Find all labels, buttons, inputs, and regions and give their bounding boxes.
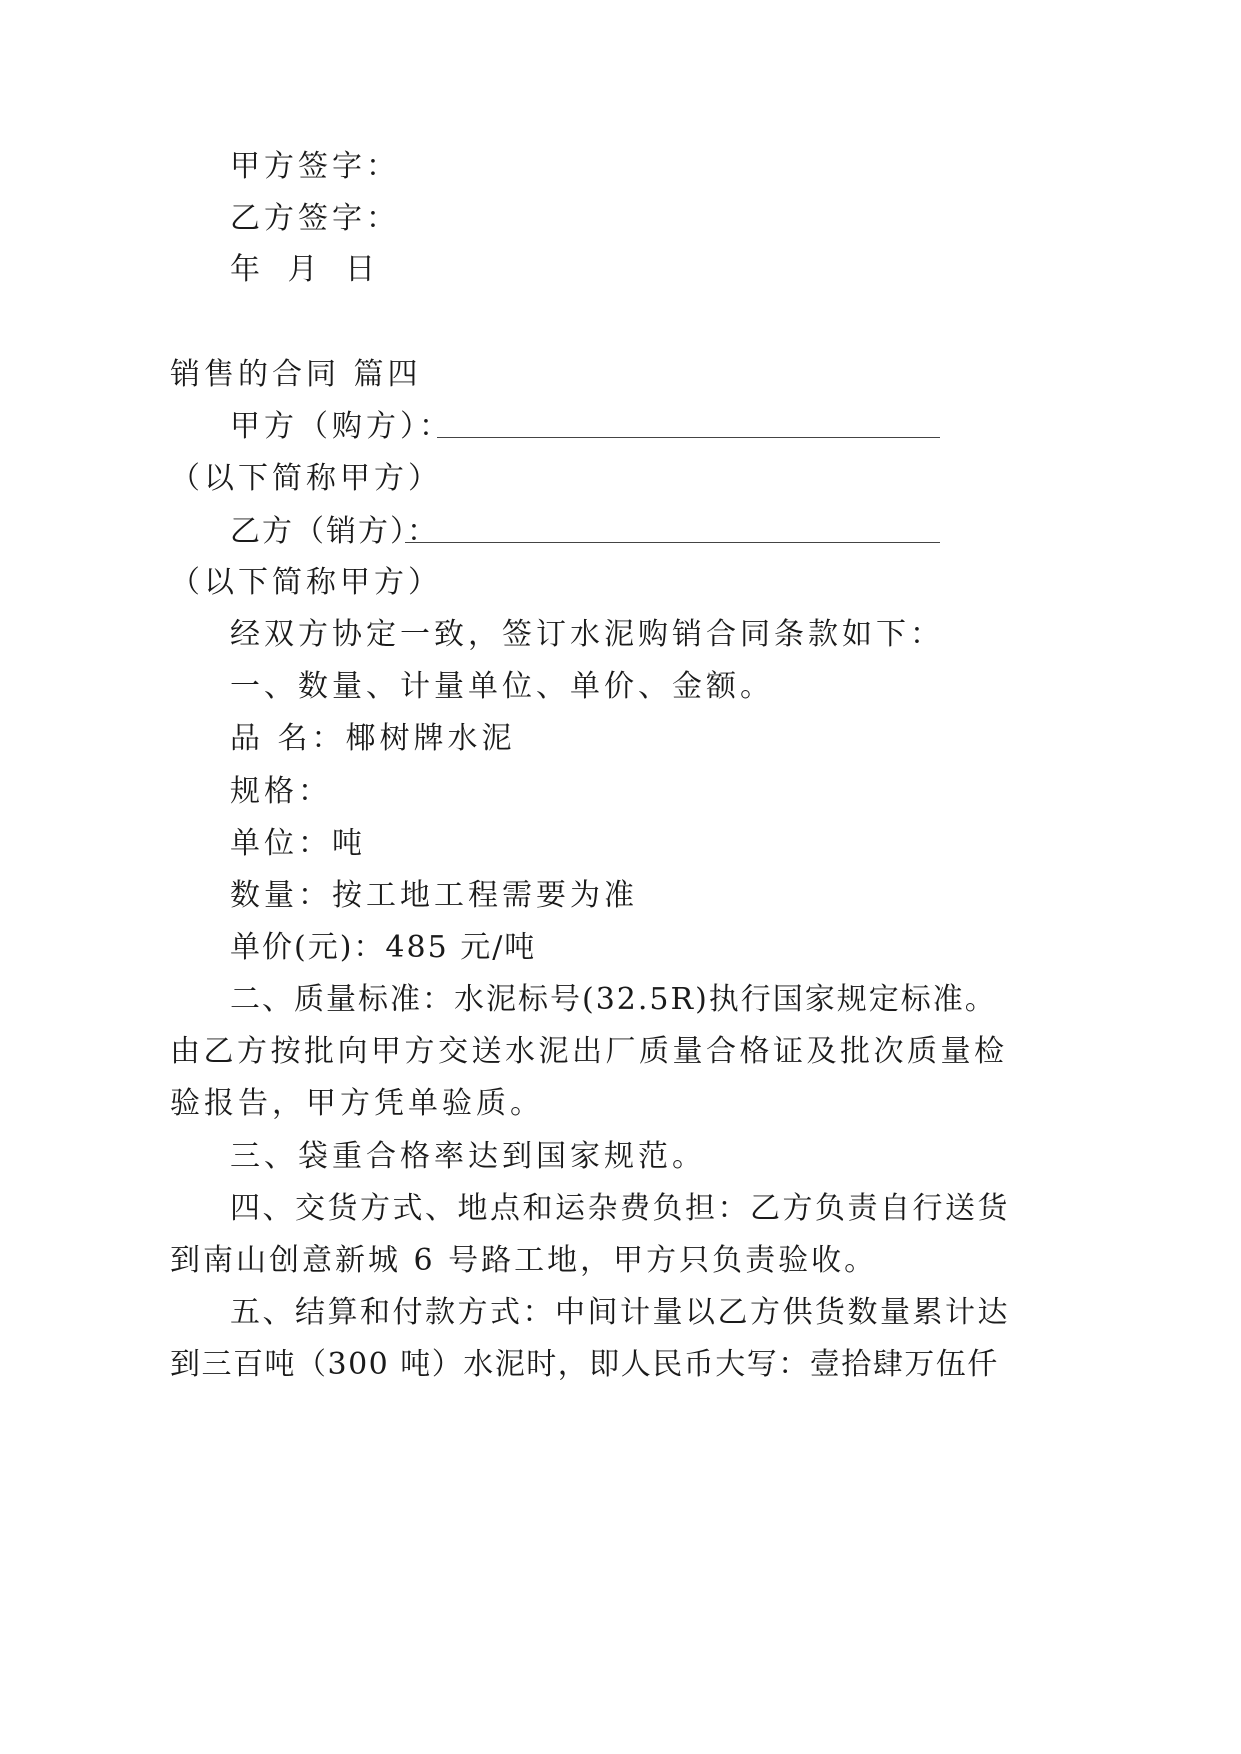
section-title: 销售的合同 篇四: [170, 357, 422, 392]
party-a-signature-label: 甲方签字：: [230, 149, 400, 184]
seller-name-blank: [405, 542, 940, 543]
product-unit: 单位：吨: [230, 826, 366, 861]
clause-4-line-1: 四、交货方式、地点和运杂费负担：乙方负责自行送货: [230, 1191, 1010, 1226]
clause-2-line-1: 二、质量标准：水泥标号(32.5R)执行国家规定标准。: [230, 982, 997, 1017]
seller-note: （以下简称甲方）: [170, 565, 442, 600]
buyer-label: 甲方（购方）：: [230, 409, 453, 444]
intro-paragraph: 经双方协定一致，签订水泥购销合同条款如下：: [230, 617, 944, 652]
clause-1-title: 一、数量、计量单位、单价、金额。: [230, 669, 774, 704]
party-b-signature-label: 乙方签字：: [230, 201, 400, 236]
product-spec: 规格：: [230, 774, 332, 809]
signature-date-line: 年 月 日: [230, 252, 380, 287]
clause-5-line-2: 到三百吨（300 吨）水泥时，即人民币大写：壹拾肆万伍仟: [170, 1347, 999, 1382]
clause-4-line-2: 到南山创意新城 6 号路工地，甲方只负责验收。: [170, 1243, 878, 1278]
seller-label: 乙方（销方）：: [230, 514, 439, 549]
product-unit-price: 单价(元)：485 元/吨: [230, 930, 537, 965]
clause-5-line-1: 五、结算和付款方式：中间计量以乙方供货数量累计达: [230, 1295, 1010, 1330]
clause-2-line-2: 由乙方按批向甲方交送水泥出厂质量合格证及批次质量检: [170, 1034, 1008, 1069]
product-quantity: 数量：按工地工程需要为准: [230, 878, 638, 913]
buyer-name-blank: [437, 437, 940, 438]
clause-3: 三、袋重合格率达到国家规范。: [230, 1139, 706, 1174]
product-name: 品 名：椰树牌水泥: [230, 721, 516, 756]
clause-2-line-3: 验报告，甲方凭单验质。: [170, 1086, 544, 1121]
buyer-note: （以下简称甲方）: [170, 461, 442, 496]
